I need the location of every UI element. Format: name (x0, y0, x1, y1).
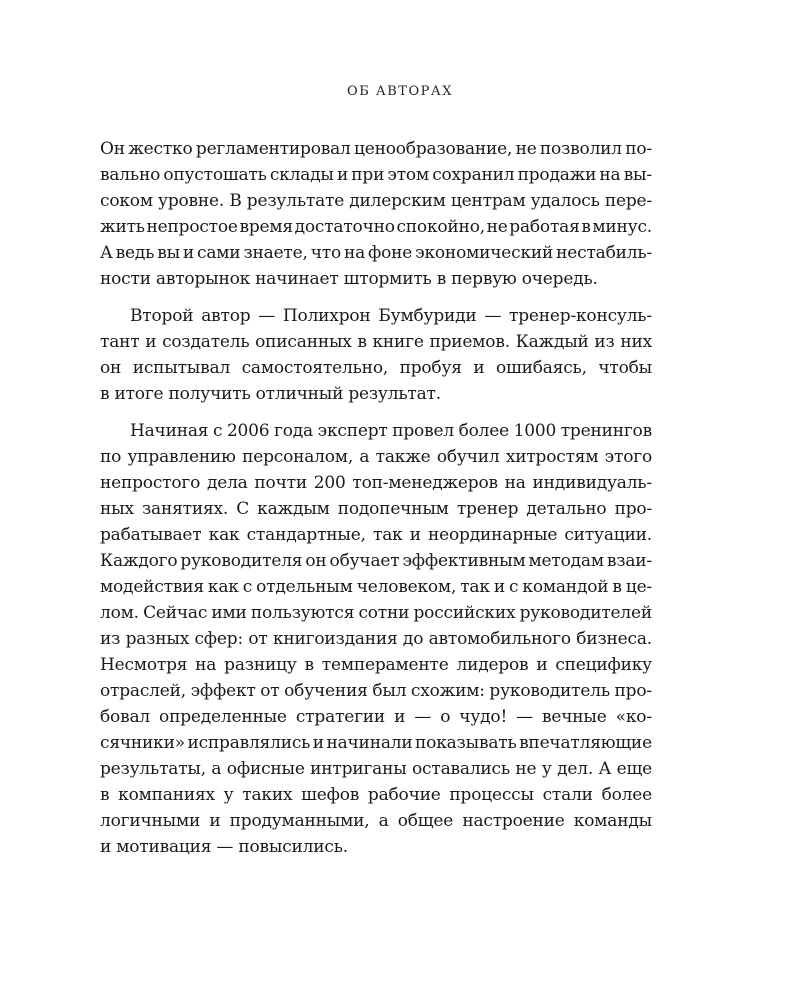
text-line: лом. Сейчас ими пользуются сотни российских руководителей (100, 603, 652, 623)
text-line: по управлению персоналом, а также обучил хитростям этого (100, 447, 652, 467)
text-line: жить непростое время достаточно спокойно, не работая в минус. (100, 217, 652, 237)
text-line: Каждого руководителя он обучает эффективным методам взаи- (100, 551, 652, 571)
text-line: непростого дела почти 200 топ-менеджеров на индивидуаль- (100, 473, 652, 493)
running-head: ОБ АВТОРАХ (347, 84, 453, 99)
text-line: соком уровне. В результате дилерским центрам удалось пере- (100, 191, 652, 211)
text-line: бовал определенные стратегии и — о чудо! — вечные «ко- (100, 707, 652, 727)
text-line: из разных сфер: от книгоиздания до автомобильного бизнеса. (100, 629, 652, 649)
text-line: логичными и продуманными, а общее настроение команды (100, 811, 652, 831)
text-line: отраслей, эффект от обучения был схожим: руководитель про- (100, 681, 652, 701)
text-line: Несмотря на разницу в темпераменте лидеров и специфику (100, 655, 652, 675)
text-line: рабатывает как стандартные, так и неординарные ситуации. (100, 525, 652, 545)
text-line: и мотивация — повысились. (100, 837, 348, 857)
text-line: вально опустошать склады и при этом сохранил продажи на вы- (100, 165, 652, 185)
text-line: модействия как с отдельным человеком, так и с командой в це- (100, 577, 652, 597)
text-line: в итоге получить отличный результат. (100, 384, 441, 404)
text-line: сячники» исправлялись и начинали показывать впечатляющие (100, 733, 652, 753)
text-line: А ведь вы и сами знаете, что на фоне экономический нестабиль- (100, 243, 652, 263)
text-line: он испытывал самостоятельно, пробуя и ошибаясь, чтобы (100, 358, 652, 378)
text-line: Начиная с 2006 года эксперт провел более 1000 тренингов (130, 421, 652, 441)
text-line: Он жестко регламентировал ценообразование, не позволил по- (100, 139, 652, 159)
text-line: ных занятиях. С каждым подопечным тренер детально про- (100, 499, 652, 519)
text-line: тант и создатель описанных в книге приемов. Каждый из них (100, 332, 652, 352)
text-line: ности авторынок начинает штормить в первую очередь. (100, 269, 598, 289)
text-line: результаты, а офисные интриганы оставались не у дел. А еще (100, 759, 652, 779)
text-line: в компаниях у таких шефов рабочие процессы стали более (100, 785, 652, 805)
text-line: Второй автор — Полихрон Бумбуриди — тренер-консуль- (130, 306, 652, 326)
